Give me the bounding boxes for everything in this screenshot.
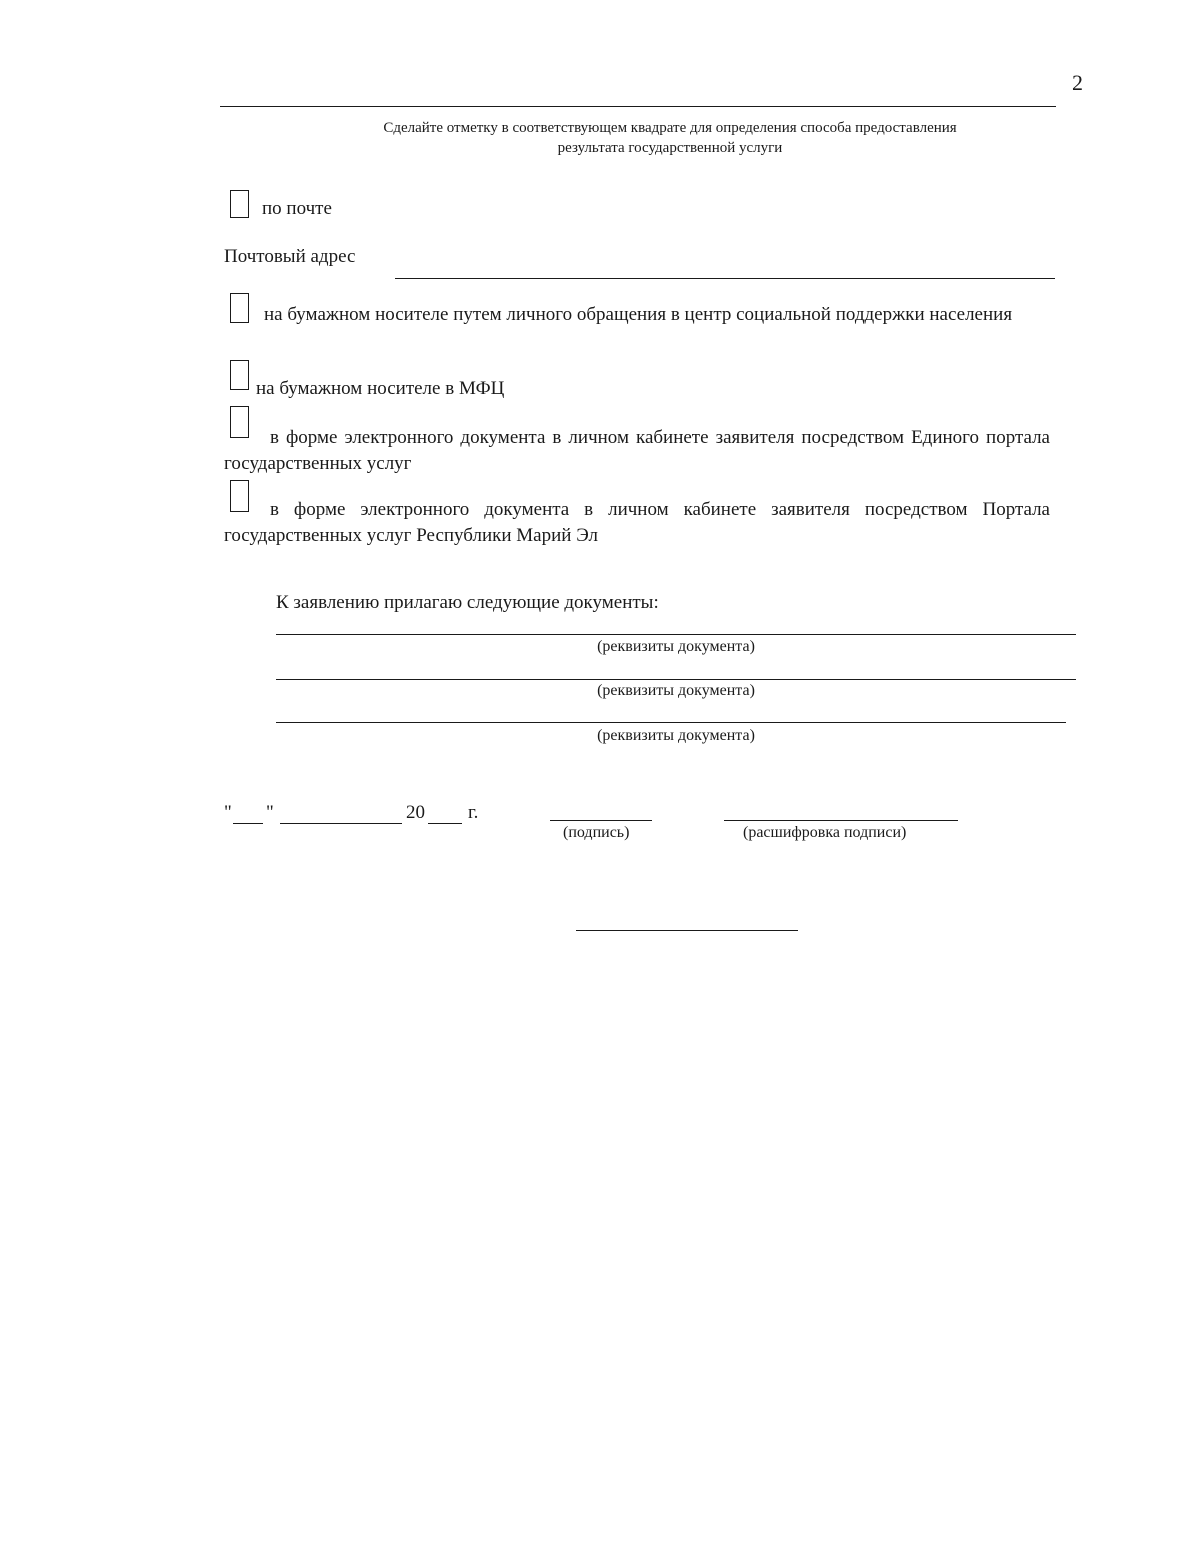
attachment-caption-3: (реквизиты документа) — [597, 727, 755, 744]
signature-decoding-caption: (расшифровка подписи) — [743, 824, 907, 841]
attachment-line-2[interactable] — [276, 679, 1076, 680]
instruction-text — [220, 118, 1120, 158]
postal-address-label: Почтовый адрес — [224, 246, 356, 267]
instruction-line-2: результата государственной услуги — [557, 140, 783, 156]
attachments-heading: К заявлению прилагаю следующие документы: — [276, 592, 659, 613]
attachment-line-1[interactable] — [276, 634, 1076, 635]
date-month-field[interactable] — [280, 823, 402, 824]
mail-checkbox[interactable] — [230, 190, 249, 218]
electronic-regional-option-label: в форме электронного документа в личном кабинете заявителя посредством Портала государственных услуг Республики Марий Эл — [224, 499, 1050, 546]
paper-mfc-option-label: на бумажном носителе в МФЦ — [256, 378, 505, 399]
postal-address-field[interactable] — [395, 278, 1055, 279]
paper-personal-option-label: на бумажном носителе путем личного обращения в центр социальной поддержки населения — [264, 304, 1013, 325]
signature-decoding-field[interactable] — [724, 820, 958, 821]
date-day-field[interactable] — [233, 823, 263, 824]
electronic-unified-option-label: в форме электронного документа в личном кабинете заявителя посредством Единого портала государственных услуг — [224, 427, 1050, 474]
date-year-suffix: г. — [468, 802, 479, 823]
attachment-caption-1: (реквизиты документа) — [597, 638, 755, 655]
date-year-field[interactable] — [428, 823, 462, 824]
closing-rule — [576, 930, 798, 931]
date-quote-close: " — [266, 802, 274, 823]
paper-mfc-checkbox[interactable] — [230, 360, 249, 390]
date-quote-open: " — [224, 802, 232, 823]
mail-option-label: по почте — [262, 198, 332, 219]
attachment-line-3[interactable] — [276, 722, 1066, 723]
top-rule — [220, 106, 1056, 107]
attachment-caption-2: (реквизиты документа) — [597, 682, 755, 699]
signature-caption: (подпись) — [563, 824, 630, 841]
instruction-line-1: Сделайте отметку в соответствующем квадрате для определения способа предоставления — [383, 120, 957, 136]
page-number: 2 — [1072, 70, 1083, 95]
signature-field[interactable] — [550, 820, 652, 821]
date-year-prefix: 20 — [406, 802, 425, 823]
